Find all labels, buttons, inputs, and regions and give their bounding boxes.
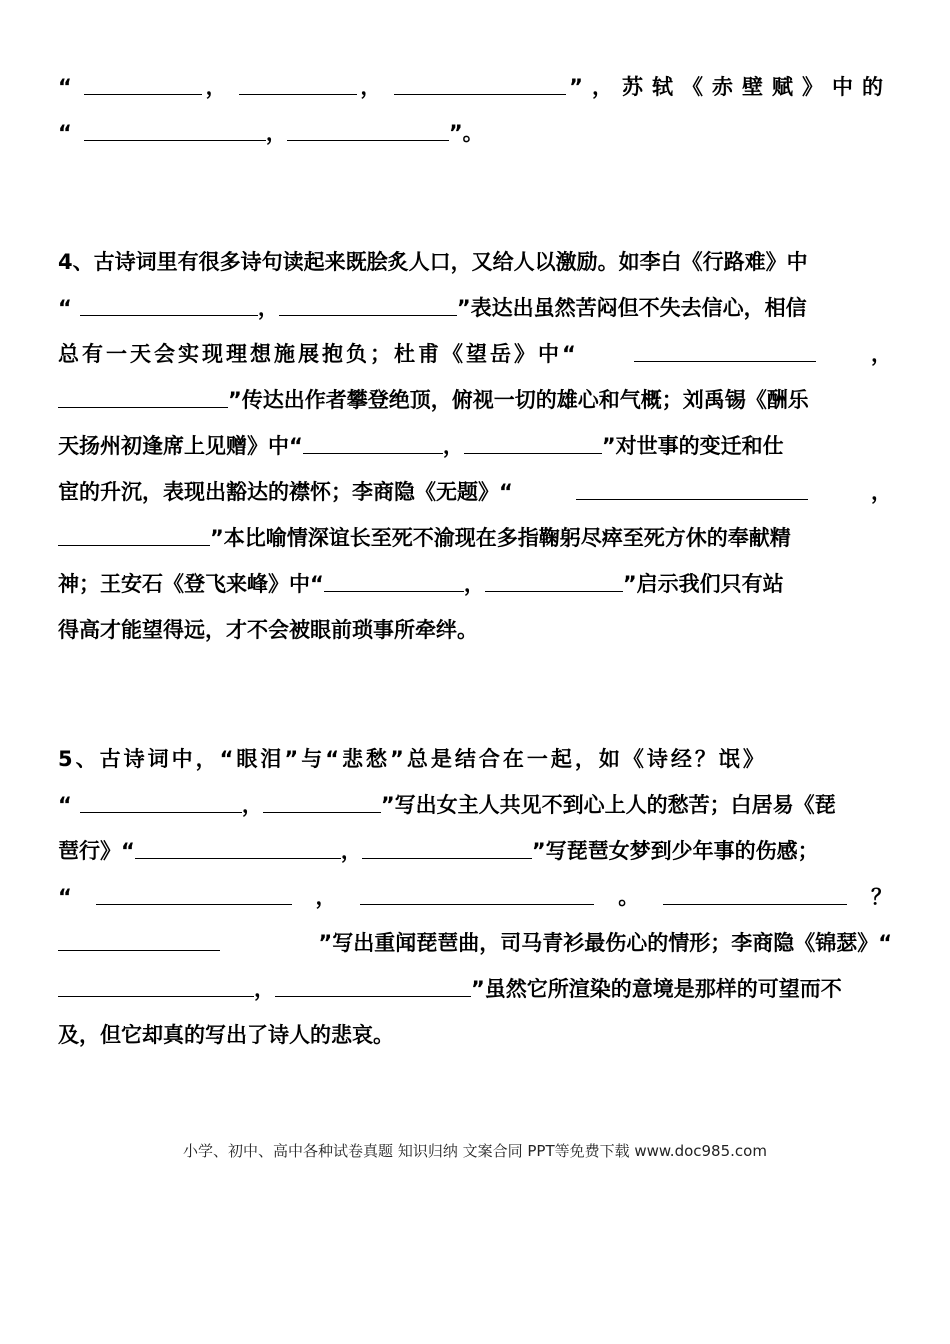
q4-line-3: 总有一天会实现理想施展抱负；杜甫《望岳》中“ ， <box>58 342 892 366</box>
q4-line-2: “ ， ”表达出虽然苦闷但不失去信心，相信 <box>58 296 807 320</box>
answer-blank[interactable] <box>303 451 443 454</box>
answer-blank[interactable] <box>663 902 847 905</box>
answer-blank[interactable] <box>80 313 258 316</box>
answer-blank[interactable] <box>576 497 808 500</box>
q5-line-7: 及，但它却真的写出了诗人的悲哀。 <box>58 1023 394 1047</box>
answer-blank[interactable] <box>485 589 623 592</box>
answer-blank[interactable] <box>324 589 464 592</box>
answer-blank[interactable] <box>394 92 566 95</box>
answer-blank[interactable] <box>275 994 471 997</box>
answer-blank[interactable] <box>58 543 210 546</box>
answer-blank[interactable] <box>58 994 254 997</box>
answer-blank[interactable] <box>96 902 292 905</box>
answer-blank[interactable] <box>80 810 242 813</box>
q5-line-2: “ ， ”写出女主人共见不到心上人的愁苦；白居易《琵 <box>58 793 836 817</box>
q4-line-8: 神；王安石《登飞来峰》中“ ， ”启示我们只有站 <box>58 572 784 596</box>
answer-blank[interactable] <box>634 359 816 362</box>
q4-line-1: 4、古诗词里有很多诗句读起来既脍炙人口，又给人以激励。如李白《行路难》中 <box>58 250 808 274</box>
answer-blank[interactable] <box>360 902 594 905</box>
q3-line-2: “ ， ”。 <box>58 121 484 145</box>
q3-line-1: “ ， ， ”，苏轼《赤壁赋》中的 <box>58 75 892 99</box>
q5-line-3: 琶行》“ ， ”写琵琶女梦到少年事的伤感； <box>58 839 819 863</box>
answer-blank[interactable] <box>362 856 532 859</box>
answer-blank[interactable] <box>464 451 602 454</box>
answer-blank[interactable] <box>287 138 449 141</box>
answer-blank[interactable] <box>239 92 357 95</box>
q4-line-7: ”本比喻情深谊长至死不渝现在多指鞠躬尽瘁至死方休的奉献精 <box>58 503 892 549</box>
answer-blank[interactable] <box>58 405 228 408</box>
answer-blank[interactable] <box>84 138 266 141</box>
q5-line-6: ， ”虽然它所渲染的意境是那样的可望而不 <box>58 954 892 1000</box>
q4-line-5: 天扬州初逢席上见赠》中“ ， ”对世事的变迁和仕 <box>58 434 784 458</box>
answer-blank[interactable] <box>279 313 457 316</box>
answer-blank[interactable] <box>84 92 202 95</box>
q5-line-4: “ ， 。 ？ <box>58 885 892 909</box>
q5-line-5: ”写出重闻琵琶曲，司马青衫最伤心的情形；李商隐《锦瑟》“ <box>58 908 892 954</box>
answer-blank[interactable] <box>263 810 381 813</box>
answer-blank[interactable] <box>58 948 220 951</box>
answer-blank[interactable] <box>135 856 341 859</box>
footer-text: 小学、初中、高中各种试卷真题 知识归纳 文案合同 PPT等免费下载 www.doc985.com <box>183 1142 767 1160</box>
q4-line-6: 宦的升沉，表现出豁达的襟怀；李商隐《无题》“ ， <box>58 480 892 504</box>
q5-line-1: 5、古诗词中，“眼泪”与“悲愁”总是结合在一起，如《诗经？氓》 <box>58 747 767 771</box>
q4-line-9: 得高才能望得远，才不会被眼前琐事所牵绊。 <box>58 618 478 642</box>
q4-line-4: ”传达出作者攀登绝顶，俯视一切的雄心和气概；刘禹锡《酬乐 <box>58 365 892 411</box>
